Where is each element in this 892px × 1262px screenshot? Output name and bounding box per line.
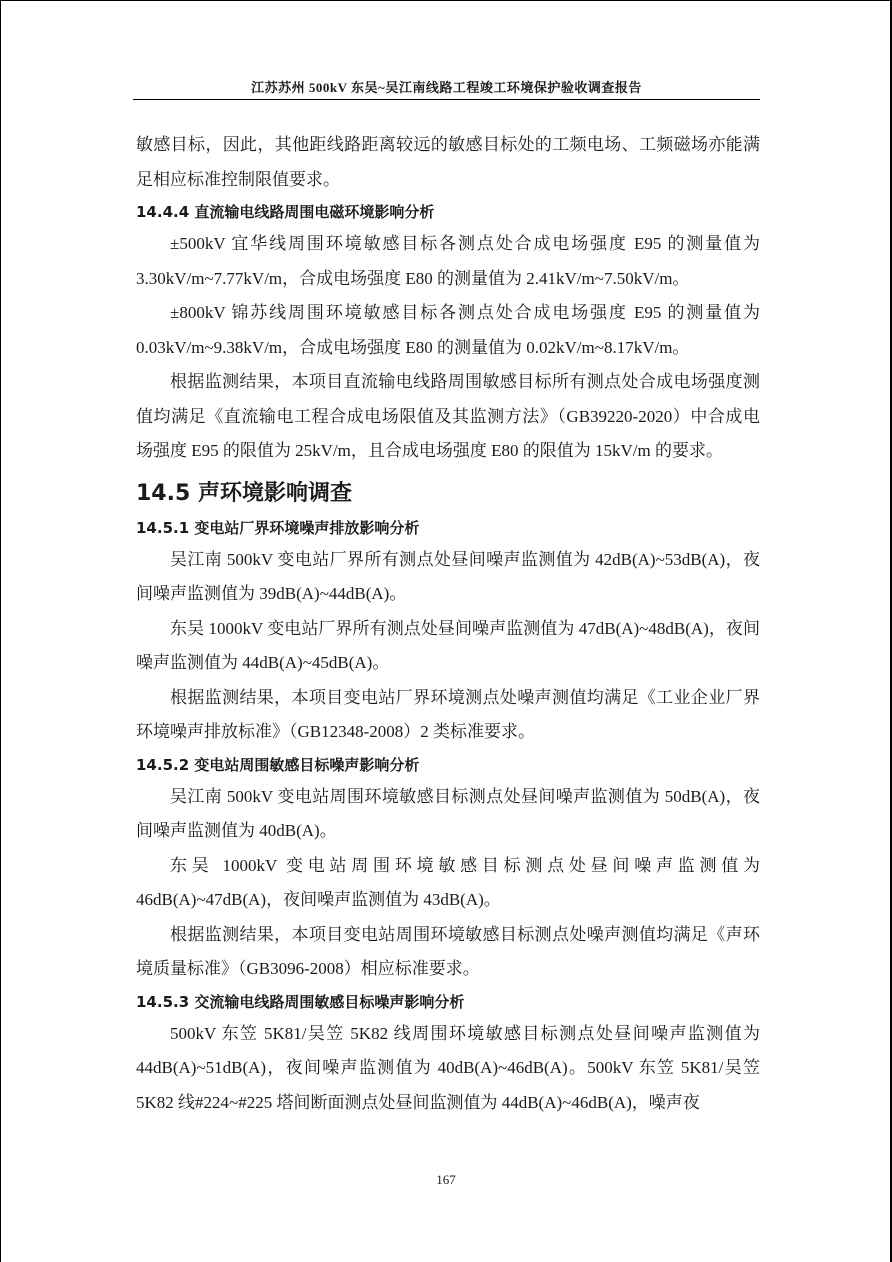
paragraph-wujiangnan-boundary-noise: 吴江南 500kV 变电站厂界所有测点处昼间噪声监测值为 42dB(A)~53dB(A)，夜间噪声监测值为 39dB(A)~44dB(A)。 bbox=[136, 549, 760, 603]
header-rule bbox=[133, 99, 760, 100]
document-body bbox=[136, 128, 760, 1120]
paragraph-dc-conclusion: 根据监测结果，本项目直流输电线路周围敏感目标所有测点处合成电场强度测值均满足《直流输电工程合成电场限值及其监测方法》（GB39220-2020）中合成电场强度 E95 的限值为 25kV/m，且合成电场强度 E80 的限值为 15kV/m 的要求。 bbox=[136, 372, 760, 460]
page-border-top bbox=[0, 0, 892, 1]
paragraph-continued: 敏感目标，因此，其他距线路距离较远的敏感目标处的工频电场、工频磁场亦能满足相应标准控制限值要求。 bbox=[136, 135, 760, 189]
section-heading-14-5-3: 14.5.3 交流输电线路周围敏感目标噪声影响分析 bbox=[136, 992, 465, 1011]
section-heading-14-5-2: 14.5.2 变电站周围敏感目标噪声影响分析 bbox=[136, 755, 420, 774]
paragraph-dc-jinsu-line: ±800kV 锦苏线周围环境敏感目标各测点处合成电场强度 E95 的测量值为 0.03kV/m~9.38kV/m，合成电场强度 E80 的测量值为 0.02kV/m~8.17kV/m。 bbox=[136, 303, 760, 357]
paragraph-dongwu-boundary-noise: 东吴 1000kV 变电站厂界所有测点处昼间噪声监测值为 47dB(A)~48dB(A)，夜间噪声监测值为 44dB(A)~45dB(A)。 bbox=[136, 618, 760, 672]
paragraph-dongwu-sensitive-noise: 东吴 1000kV 变电站周围环境敏感目标测点处昼间噪声监测值为 46dB(A)~47dB(A)，夜间噪声监测值为 43dB(A)。 bbox=[136, 855, 760, 909]
section-heading-14-5: 14.5 声环境影响调查 bbox=[136, 480, 352, 506]
paragraph-wujiangnan-sensitive-noise: 吴江南 500kV 变电站周围环境敏感目标测点处昼间噪声监测值为 50dB(A)，夜间噪声监测值为 40dB(A)。 bbox=[136, 786, 760, 840]
section-heading-14-5-1: 14.5.1 变电站厂界环境噪声排放影响分析 bbox=[136, 518, 420, 537]
paragraph-ac-line-noise: 500kV 东笠 5K81/吴笠 5K82 线周围环境敏感目标测点处昼间噪声监测值为 44dB(A)~51dB(A)，夜间噪声监测值为 40dB(A)~46dB(A)。500kV 东笠 5K81/吴笠 5K82 线#224~#225 塔间断面测点处昼间监测值为 44dB(A)~46dB(A)，噪声夜 bbox=[136, 1023, 760, 1112]
paragraph-dc-yihua-line: ±500kV 宜华线周围环境敏感目标各测点处合成电场强度 E95 的测量值为 3.30kV/m~7.77kV/m，合成电场强度 E80 的测量值为 2.41kV/m~7.50kV/m。 bbox=[136, 234, 760, 288]
paragraph-boundary-noise-conclusion: 根据监测结果，本项目变电站厂界环境测点处噪声测值均满足《工业企业厂界环境噪声排放标准》（GB12348-2008）2 类标准要求。 bbox=[136, 687, 760, 741]
paragraph-sensitive-noise-conclusion: 根据监测结果，本项目变电站周围环境敏感目标测点处噪声测值均满足《声环境质量标准》（GB3096-2008）相应标准要求。 bbox=[136, 924, 760, 978]
section-heading-14-4-4: 14.4.4 直流输电线路周围电磁环境影响分析 bbox=[136, 203, 435, 221]
running-header: 江苏苏州 500kV 东吴~吴江南线路工程竣工环境保护验收调查报告 bbox=[251, 80, 642, 95]
page-border-left bbox=[0, 0, 1, 1262]
page-number: 167 bbox=[436, 1172, 456, 1187]
